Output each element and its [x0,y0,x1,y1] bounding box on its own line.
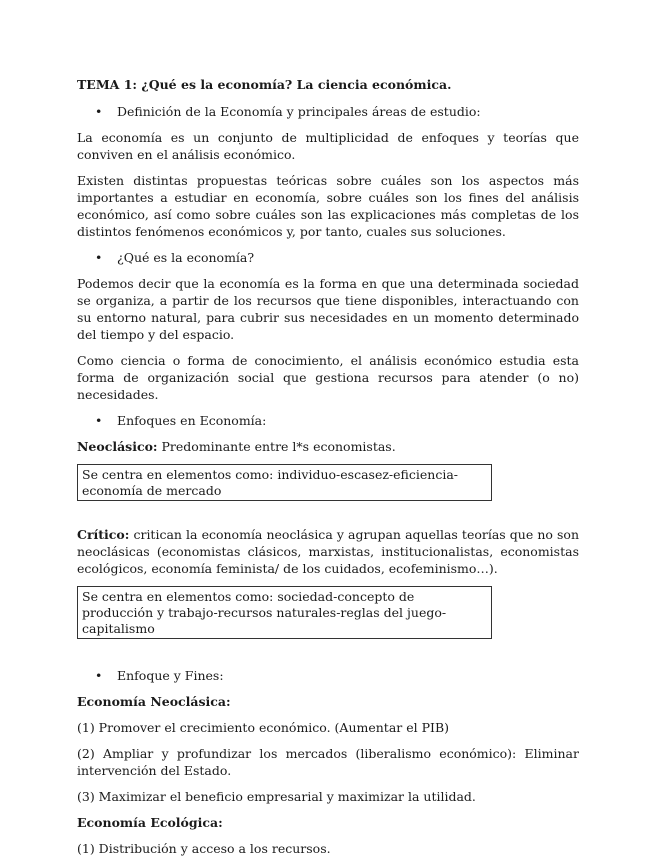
econ-ecologica-heading: Economía Ecológica: [77,815,223,830]
document-page [77,76,579,866]
neoclasico-label: Neoclásico: [77,439,158,454]
critico-label: Crítico: [77,527,130,542]
bullet-que-es: • ¿Qué es la economía? [77,249,579,266]
neoclasico-text: Predominante entre l*s economistas. [157,439,396,454]
econ-neoclasica-heading: Economía Neoclásica: [77,694,231,709]
econ-neoclasica-item: (2) Ampliar y profundizar los mercados (liberalismo económico): Eliminar intervención del Estado. [77,746,579,778]
bullet-enfoques: • Enfoques en Economía: [77,412,579,429]
critico-box: Se centra en elementos como: sociedad-concepto de producción y trabajo-recursos naturales-reglas del juego-capitalismo [77,586,492,639]
paragraph-2: Existen distintas propuestas teóricas sobre cuáles son los aspectos más importantes a estudiar en economía, sobre cuáles son los fines del análisis económico, así como sobre cuáles son las explicaciones más completas de los distintos fenómenos económicos y, por tanto, cuales sus soluciones. [77,173,579,239]
neoclasico-paragraph [77,438,579,455]
critico-text: critican la economía neoclásica y agrupan aquellas teorías que no son neoclásicas (economistas clásicos, marxistas, institucionalistas, economistas ecológicos, economía feminista/ de los cuidados, ecofeminismo…). [77,527,579,576]
paragraph-3: Podemos decir que la economía es la forma en que una determinada sociedad se organiza, a partir de los recursos que tiene disponibles, interactuando con su entorno natural, para cubrir sus necesidades en un momento determinado del tiempo y del espacio. [77,276,579,342]
critico-paragraph [77,526,579,577]
neoclasico-box: Se centra en elementos como: individuo-escasez-eficiencia-economía de mercado [77,464,492,501]
document-title: TEMA 1: ¿Qué es la economía? La ciencia económica. [77,77,452,92]
paragraph-1: La economía es un conjunto de multiplicidad de enfoques y teorías que conviven en el análisis económico. [77,130,579,162]
paragraph-4: Como ciencia o forma de conocimiento, el análisis económico estudia esta forma de organización social que gestiona recursos para atender (o no) necesidades. [77,353,579,402]
econ-neoclasica-item: (1) Promover el crecimiento económico. (Aumentar el PIB) [77,720,450,735]
bullet-definicion: • Definición de la Economía y principales áreas de estudio: [77,103,579,120]
bullet-enfoque-fines: • Enfoque y Fines: [77,667,579,684]
econ-neoclasica-item: (3) Maximizar el beneficio empresarial y maximizar la utilidad. [77,789,476,804]
econ-ecologica-item: (1) Distribución y acceso a los recursos. [77,841,331,856]
